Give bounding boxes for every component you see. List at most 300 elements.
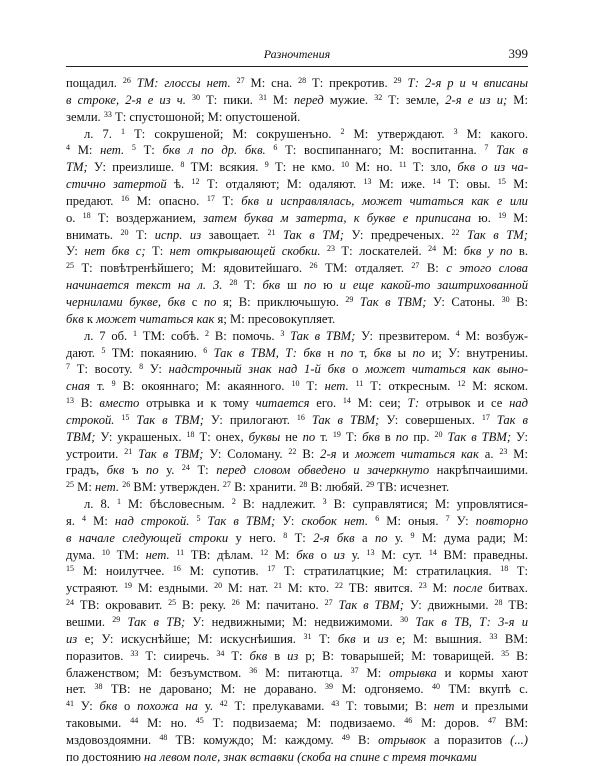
reading-text: о bbox=[313, 547, 334, 562]
reading-text: ю. bbox=[471, 210, 499, 225]
editorial-remark: бкв bbox=[296, 547, 314, 562]
editorial-remark: сная bbox=[66, 379, 90, 394]
note-number: 7 bbox=[66, 362, 70, 372]
reading-text: М: bbox=[70, 143, 101, 158]
editorial-remark: по bbox=[374, 530, 388, 545]
reading-text: а. bbox=[478, 446, 500, 461]
note-number: 47 bbox=[488, 716, 497, 726]
reading-text: а bbox=[354, 530, 375, 545]
note-number: 6 bbox=[375, 513, 380, 523]
text-line bbox=[66, 193, 528, 210]
editorial-remark: Так в ТВМ; bbox=[132, 446, 204, 461]
reading-text: нет. bbox=[66, 682, 95, 697]
reading-text: У: совершеных. bbox=[379, 412, 482, 427]
reading-text: е; М: вышния. bbox=[388, 631, 490, 646]
text-line bbox=[66, 260, 528, 277]
reading-text: Т: отдаляют; М: одаляют. bbox=[199, 177, 364, 192]
editorial-remark: бкв bbox=[262, 278, 281, 293]
note-number: 19 bbox=[124, 581, 132, 591]
text-line bbox=[66, 294, 528, 311]
editorial-remark: может читаться как bbox=[355, 446, 479, 461]
editorial-remark: с этого слова bbox=[446, 261, 528, 276]
editorial-remark: Так в ТВМ; bbox=[353, 294, 427, 309]
editorial-remark: бкв bbox=[66, 311, 84, 326]
reading-text: М: сеи; bbox=[350, 396, 408, 411]
reading-text: М: оныя. bbox=[379, 513, 446, 528]
editorial-remark: по bbox=[395, 429, 409, 444]
editorial-remark: начинается текст на л. 3. bbox=[66, 278, 230, 293]
text-line bbox=[66, 715, 528, 732]
note-number: 14 bbox=[342, 396, 351, 406]
note-number: 28 bbox=[298, 76, 307, 85]
editorial-remark: Так в ТВМ; bbox=[304, 412, 380, 427]
note-number: 7 bbox=[484, 143, 489, 153]
note-number: 35 bbox=[501, 648, 510, 658]
note-number: 6 bbox=[273, 143, 278, 153]
reading-text: ТВ: комуждо; М: каждому. bbox=[167, 732, 342, 747]
editorial-remark: 2-я bbox=[320, 446, 337, 461]
reading-text: Т: прекротив. bbox=[306, 76, 394, 90]
note-number: 45 bbox=[195, 716, 204, 726]
reading-text: Т: земле, bbox=[382, 92, 446, 107]
reading-text: Т: стратилатцкие; М: стратилацкия. bbox=[275, 564, 501, 579]
editorial-remark: ТМ; bbox=[66, 160, 88, 175]
editorial-remark: TM: глоссы нет. bbox=[130, 76, 237, 90]
reading-text: В: реку. bbox=[176, 598, 232, 613]
note-number: 24 bbox=[428, 244, 437, 254]
note-number: 24 bbox=[181, 463, 190, 473]
reading-text: т. bbox=[90, 379, 112, 394]
note-number: 4 bbox=[455, 328, 460, 338]
editorial-remark: из bbox=[377, 631, 389, 646]
note-number: 5 bbox=[131, 143, 136, 153]
text-line bbox=[66, 75, 528, 92]
reading-text: М: bbox=[266, 92, 294, 107]
editorial-remark: Так в ТМ; bbox=[459, 227, 528, 242]
note-number: 21 bbox=[274, 581, 283, 591]
reading-text: я; М: пресовокупляет. bbox=[214, 311, 336, 326]
editorial-remark: стично затертой bbox=[66, 177, 167, 192]
note-number: 24 bbox=[66, 598, 74, 608]
text-line bbox=[66, 395, 528, 412]
reading-text: и презлыми bbox=[454, 699, 528, 714]
text-line bbox=[66, 479, 528, 496]
reading-text: и кормы хают bbox=[436, 665, 528, 680]
reading-text: Т: овы. bbox=[440, 177, 498, 192]
note-number: 4 bbox=[82, 513, 87, 523]
editorial-remark: в начале следующей строки bbox=[66, 530, 229, 545]
editorial-remark: чернилами букве, бкв bbox=[66, 294, 186, 309]
note-number: 27 bbox=[411, 261, 420, 271]
note-number: 20 bbox=[434, 429, 443, 439]
reading-text: ъ bbox=[124, 463, 147, 478]
reading-text: У: Соломану. bbox=[203, 446, 289, 461]
note-number: 12 bbox=[191, 177, 200, 187]
reading-text: У: недвижными; М: недвижимоми. bbox=[185, 615, 401, 629]
note-number: 20 bbox=[214, 581, 223, 591]
reading-text: ѣ. bbox=[166, 177, 192, 192]
reading-text: У: украшеных. bbox=[95, 429, 187, 444]
note-number: 29 bbox=[393, 76, 402, 85]
reading-text: его. bbox=[309, 396, 343, 411]
reading-text: М: думa ради; М: bbox=[414, 530, 528, 545]
note-number: 20 bbox=[120, 227, 129, 237]
paragraph bbox=[66, 126, 528, 328]
note-number: 26 bbox=[231, 598, 240, 608]
reading-text: о bbox=[117, 699, 138, 714]
reading-text: Т: bbox=[237, 278, 263, 293]
text-line bbox=[66, 277, 528, 294]
reading-text: Т: bbox=[145, 244, 170, 259]
note-number: 13 bbox=[366, 547, 375, 557]
reading-text: М: пачитано. bbox=[239, 598, 325, 613]
text-line bbox=[66, 311, 528, 328]
reading-text: у. bbox=[197, 699, 220, 714]
text-line bbox=[66, 159, 528, 176]
editorial-remark: на левом поле, знак вставки (скоба на спине с тремя точками bbox=[144, 749, 477, 764]
reading-text: ВМ: утвержден. bbox=[130, 480, 223, 495]
note-number: 27 bbox=[236, 76, 245, 85]
text-line bbox=[66, 496, 528, 513]
page-number: 399 bbox=[508, 46, 528, 61]
note-number: 15 bbox=[497, 177, 506, 187]
editorial-remark: может читаться как bbox=[96, 311, 215, 326]
reading-text: TM: отдаляет. bbox=[317, 261, 412, 276]
editorial-remark: надстрочный знак над 1-й бкв bbox=[168, 362, 346, 377]
editorial-remark: Так в ТВ, Т: 3-я и bbox=[408, 615, 528, 629]
note-number: 13 bbox=[66, 396, 74, 406]
note-number: 22 bbox=[451, 227, 460, 237]
editorial-remark: по bbox=[303, 278, 317, 293]
note-number: 14 bbox=[428, 547, 437, 557]
note-number: 7 bbox=[445, 513, 450, 523]
note-number: 28 bbox=[494, 598, 503, 608]
text-line bbox=[66, 547, 528, 564]
note-number: 6 bbox=[203, 345, 208, 355]
note-number: 15 bbox=[121, 412, 130, 422]
note-number: 18 bbox=[82, 210, 91, 220]
reading-text: М: одгоняемо. bbox=[333, 682, 433, 697]
reading-text: М: ездными. bbox=[132, 581, 215, 596]
editorial-remark: Т: 2-я р и ч вписаны bbox=[401, 76, 528, 90]
reading-text: и; У: внутрениы. bbox=[425, 345, 528, 360]
note-number: 19 bbox=[332, 429, 341, 439]
page-header bbox=[66, 42, 528, 67]
reading-text: н bbox=[321, 345, 341, 360]
editorial-remark: Так в ТВМ; bbox=[442, 429, 512, 444]
reading-text: Т: bbox=[214, 193, 242, 208]
reading-text: М: но. bbox=[349, 160, 399, 175]
note-number: 36 bbox=[249, 665, 258, 675]
note-number: 39 bbox=[325, 682, 334, 692]
text-line bbox=[66, 176, 528, 193]
text-line bbox=[66, 429, 528, 446]
text-line bbox=[66, 580, 528, 597]
text-line bbox=[66, 648, 528, 665]
note-number: 25 bbox=[66, 261, 74, 271]
text-line bbox=[66, 462, 528, 479]
note-number: 15 bbox=[66, 564, 74, 574]
reading-text: М: bbox=[426, 581, 454, 596]
note-number: 22 bbox=[334, 581, 343, 591]
editorial-remark: читается bbox=[255, 396, 310, 411]
text-line bbox=[66, 681, 528, 698]
editorial-remark: Так в ТВМ, Т: бкв bbox=[207, 345, 322, 360]
note-number: 40 bbox=[432, 682, 441, 692]
reading-text: не bbox=[280, 429, 303, 444]
note-number: 23 bbox=[326, 244, 335, 254]
reading-text: внимать. bbox=[66, 227, 121, 242]
note-number: 31 bbox=[303, 631, 312, 641]
editorial-remark: (...) bbox=[510, 732, 528, 747]
editorial-remark: Так в ТВМ; bbox=[129, 412, 204, 427]
note-number: 17 bbox=[267, 564, 276, 574]
editorial-remark: бкв bbox=[99, 699, 118, 714]
reading-text: Т: спустошоной; М: опустошеной. bbox=[111, 109, 301, 124]
text-line bbox=[66, 614, 528, 631]
text-line bbox=[66, 698, 528, 715]
editorial-remark: может читаться как выно- bbox=[365, 362, 528, 377]
text-line bbox=[66, 563, 528, 580]
note-number: 3 bbox=[453, 126, 458, 136]
reading-text: Т: прелукавами. bbox=[227, 699, 332, 714]
note-number: 38 bbox=[94, 682, 103, 692]
editorial-remark: над строкой. bbox=[114, 513, 197, 528]
note-number: 11 bbox=[398, 160, 407, 170]
reading-text: У: bbox=[143, 362, 169, 377]
editorial-remark: по bbox=[146, 463, 159, 478]
reading-text: В: bbox=[74, 396, 100, 411]
editorial-remark: перед bbox=[293, 92, 324, 107]
reading-text: отрывок и се bbox=[419, 396, 510, 411]
reading-text: в. bbox=[512, 244, 528, 259]
paragraph bbox=[66, 75, 528, 126]
reading-text: устраяют. bbox=[66, 581, 124, 596]
reading-text: Т: bbox=[287, 530, 314, 545]
note-number: 28 bbox=[229, 278, 238, 288]
note-number: 28 bbox=[299, 480, 308, 490]
note-number: 26 bbox=[122, 480, 131, 490]
reading-text: Т: bbox=[340, 429, 363, 444]
editorial-remark: перед словом обведено и зачеркнуто bbox=[216, 463, 430, 478]
reading-text: Т: зло, bbox=[406, 160, 458, 175]
editorial-remark: испр. из bbox=[154, 227, 202, 242]
reading-text: накрѣпчаишими. bbox=[429, 463, 528, 478]
reading-text: У: преизлише. bbox=[87, 160, 181, 175]
editorial-remark: нет. bbox=[95, 480, 123, 495]
text-line bbox=[66, 92, 528, 109]
text-line bbox=[66, 446, 528, 463]
text-line bbox=[66, 378, 528, 395]
reading-text: М: нат. bbox=[222, 581, 275, 596]
editorial-remark: Так в bbox=[488, 143, 528, 158]
note-number: 9 bbox=[410, 530, 415, 540]
note-number: 13 bbox=[363, 177, 372, 187]
note-number: 2 bbox=[231, 497, 236, 507]
reading-text: градъ, bbox=[66, 463, 107, 478]
note-number: 14 bbox=[432, 177, 441, 187]
reading-text: в bbox=[379, 429, 396, 444]
editorial-remark: Так в ТВМ; bbox=[284, 328, 356, 343]
editorial-remark: буквы bbox=[248, 429, 281, 444]
reading-text: а поразитов bbox=[425, 732, 511, 747]
reading-text: у него. bbox=[228, 530, 284, 545]
editorial-remark: бкв у по bbox=[463, 244, 513, 259]
note-number: 34 bbox=[216, 648, 225, 658]
note-number: 19 bbox=[498, 210, 507, 220]
note-number: 3 bbox=[322, 497, 327, 507]
text-line bbox=[66, 732, 528, 749]
reading-text: пр. bbox=[408, 429, 435, 444]
editorial-remark: Т: bbox=[407, 396, 420, 411]
note-number: 10 bbox=[291, 379, 300, 389]
reading-text: битвах. bbox=[482, 581, 528, 596]
reading-text: ТВ: окровавит. bbox=[74, 598, 169, 613]
note-number: 11 bbox=[355, 379, 364, 389]
reading-text: ВМ: bbox=[497, 631, 528, 646]
editorial-remark: Так в ТВМ; bbox=[332, 598, 404, 613]
reading-text: ТВ: явится. bbox=[342, 581, 419, 596]
reading-text: по достоянию bbox=[66, 749, 145, 764]
note-number: 3 bbox=[280, 328, 285, 338]
note-number: 49 bbox=[341, 732, 350, 742]
reading-text: М: бѣсловесным. bbox=[120, 497, 232, 512]
editorial-remark: скобок нет. bbox=[301, 513, 376, 528]
reading-text: ш bbox=[280, 278, 304, 293]
note-number: 4 bbox=[66, 143, 70, 153]
note-number: 16 bbox=[172, 564, 181, 574]
reading-text: Т: bbox=[299, 379, 325, 394]
reading-text: и bbox=[355, 631, 378, 646]
editorial-remark: нет. bbox=[145, 547, 177, 562]
note-number: 43 bbox=[331, 699, 340, 709]
reading-text: М: bbox=[506, 210, 528, 225]
reading-text: М: сна. bbox=[244, 76, 299, 90]
reading-text: мздовоздоямни. bbox=[66, 732, 160, 747]
editorial-remark: похожа на bbox=[137, 699, 198, 714]
reading-text: Т: bbox=[128, 227, 155, 242]
reading-text: М: bbox=[505, 177, 528, 192]
reading-text: Т: bbox=[135, 143, 163, 158]
reading-text: TM: всякия. bbox=[184, 160, 265, 175]
note-number: 33 bbox=[103, 109, 112, 119]
reading-text: В: суправлятися; М: упровлятися- bbox=[326, 497, 528, 512]
reading-text: Т: воздержанием, bbox=[90, 210, 204, 225]
reading-text: У: презвитером. bbox=[355, 328, 456, 343]
editorial-remark: нет открывающей скобки. bbox=[169, 244, 327, 259]
reading-text: В: окояннаго; М: акаянного. bbox=[115, 379, 292, 394]
note-number: 12 bbox=[260, 547, 269, 557]
editorial-remark: нет bbox=[433, 699, 455, 714]
reading-text: ТВ: исчезнет. bbox=[374, 480, 450, 495]
reading-text: В: bbox=[509, 294, 528, 309]
editorial-remark: из bbox=[66, 631, 78, 646]
reading-text: ТМ: вкупѣ с. bbox=[440, 682, 528, 697]
reading-text: М: ноилутчее. bbox=[74, 564, 173, 579]
editorial-remark: Так в ТВ; bbox=[120, 615, 186, 629]
editorial-remark: по bbox=[340, 345, 354, 360]
reading-text: В: надлежит. bbox=[235, 497, 323, 512]
reading-text: отрывка и к тому bbox=[139, 396, 256, 411]
reading-text: М: яском. bbox=[465, 379, 528, 394]
note-number: 29 bbox=[345, 294, 354, 304]
reading-text: М: доров. bbox=[412, 716, 489, 731]
reading-text: М: питаютца. bbox=[257, 665, 351, 680]
reading-text: Т: повѣтренѣйшего; М: ядовитейшаго. bbox=[74, 261, 310, 276]
reading-text: Т: товыми; В: bbox=[339, 699, 434, 714]
reading-text: о. bbox=[66, 210, 83, 225]
editorial-remark: бкв и исправлялась, может читаться как е или bbox=[241, 193, 528, 208]
text-line bbox=[66, 109, 528, 126]
note-number: 27 bbox=[324, 598, 333, 608]
editorial-remark: из bbox=[287, 648, 299, 663]
reading-text: В: любяй. bbox=[307, 480, 367, 495]
editorial-remark: 2-я бкв bbox=[313, 530, 355, 545]
reading-text: М: bbox=[268, 547, 297, 562]
reading-text: л. 7. bbox=[84, 126, 122, 141]
reading-text: М: bbox=[507, 92, 528, 107]
text-line bbox=[66, 530, 528, 547]
reading-text: М: bbox=[86, 513, 115, 528]
note-number: 2 bbox=[340, 126, 345, 136]
note-number: 18 bbox=[500, 564, 509, 574]
reading-text: Т: откресным. bbox=[363, 379, 458, 394]
reading-text: в bbox=[267, 648, 288, 663]
reading-text: В: bbox=[349, 732, 379, 747]
reading-text: В: bbox=[509, 648, 528, 663]
text-line bbox=[66, 142, 528, 159]
reading-text: устроити. bbox=[66, 446, 125, 461]
reading-text: Т: сииречь. bbox=[138, 648, 217, 663]
note-number: 23 bbox=[499, 446, 508, 456]
text-line bbox=[66, 597, 528, 614]
note-number: 8 bbox=[283, 530, 288, 540]
reading-text: Т: bbox=[311, 631, 338, 646]
editorial-remark: бкв о из ча- bbox=[457, 160, 528, 175]
reading-text: У: прилогают. bbox=[203, 412, 297, 427]
editorial-remark: Так в bbox=[489, 412, 528, 427]
reading-text: у. bbox=[158, 463, 182, 478]
paragraph bbox=[66, 496, 528, 766]
reading-text: ТВ: дѣлам. bbox=[184, 547, 261, 562]
note-number: 30 bbox=[501, 294, 510, 304]
note-number: 32 bbox=[374, 92, 383, 102]
note-number: 12 bbox=[457, 379, 466, 389]
reading-text: М: какого. bbox=[457, 126, 528, 141]
reading-text: Т: сокрушеной; М: сокрушенъно. bbox=[125, 126, 341, 141]
reading-text: земли. bbox=[66, 109, 104, 124]
reading-text: т. bbox=[315, 429, 333, 444]
note-number: 48 bbox=[159, 732, 168, 742]
editorial-remark: по bbox=[203, 294, 217, 309]
note-number: 29 bbox=[112, 615, 121, 624]
reading-text: и bbox=[336, 446, 356, 461]
text-line bbox=[66, 243, 528, 260]
reading-text: пощадил. bbox=[66, 76, 123, 90]
note-number: 31 bbox=[258, 92, 267, 102]
editorial-remark: отрывка bbox=[389, 665, 437, 680]
text-line bbox=[66, 328, 528, 345]
editorial-remark: по bbox=[412, 345, 426, 360]
reading-text: мужие. bbox=[323, 92, 375, 107]
reading-text: л. 8. bbox=[84, 497, 117, 512]
reading-text: Т: bbox=[508, 564, 528, 579]
reading-text: В: bbox=[296, 446, 321, 461]
note-number: 10 bbox=[101, 547, 110, 557]
note-number: 5 bbox=[196, 513, 201, 523]
reading-text: я. bbox=[66, 513, 83, 528]
reading-text: Т: bbox=[224, 648, 250, 663]
